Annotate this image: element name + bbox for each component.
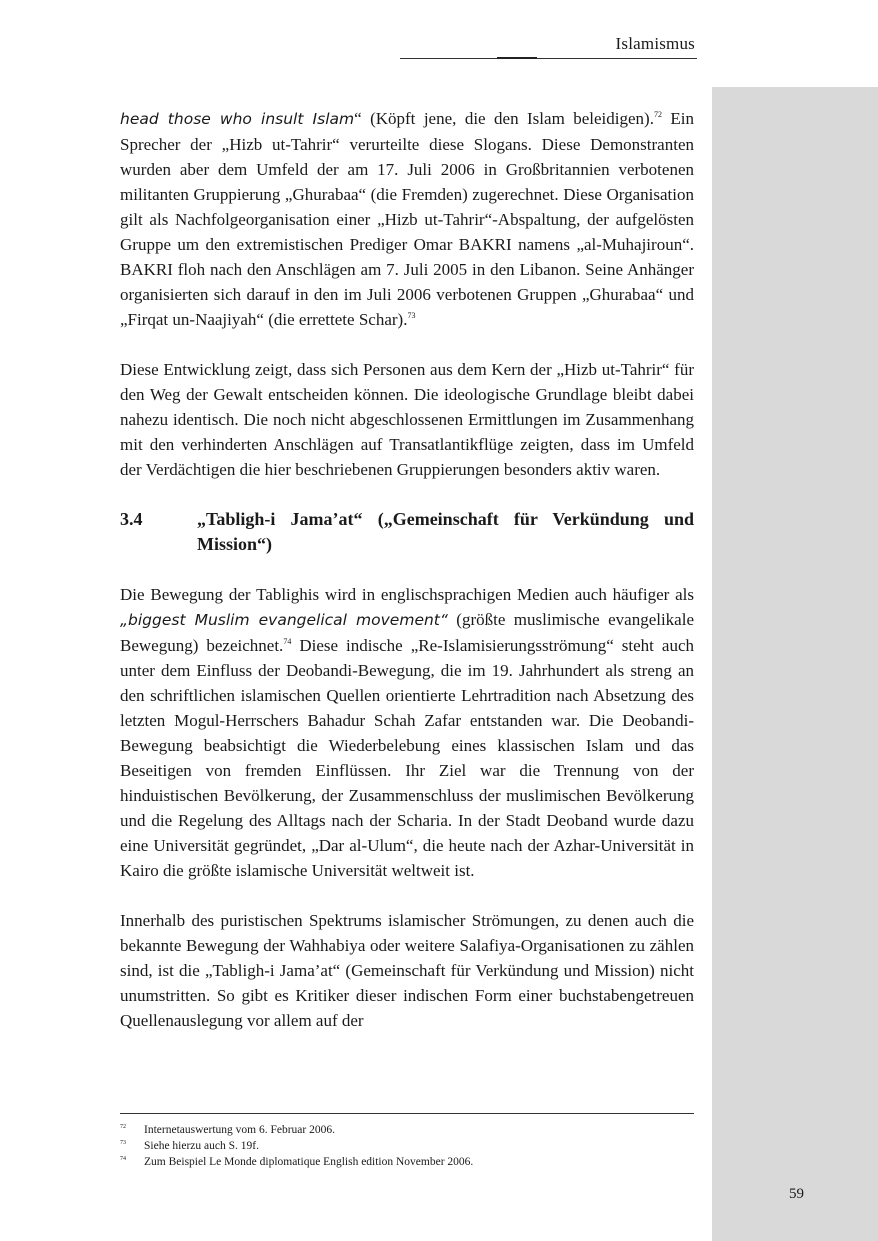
footnote-ref-73[interactable]: 73	[407, 311, 416, 320]
paragraph-1	[120, 106, 694, 332]
footnote-rule	[120, 1113, 694, 1114]
footnote-item	[120, 1138, 694, 1154]
italic-quote: head those who insult Islam	[120, 110, 355, 128]
header-rule	[400, 58, 697, 59]
header-rule-accent	[497, 57, 537, 59]
body-text	[120, 106, 694, 1058]
footnote-mark: 74	[120, 1156, 126, 1162]
section-number: 3.4	[120, 509, 143, 529]
paragraph-text: Diese indische „Re-Islamisierungsströmung“ steht auch unter dem Einfluss der Deobandi-Bewegung, die im 19. Jahrhundert als streng an den schriftlichen islamischen Quellen orientierte Lehrtradition nach Absetzung des letzten Mogul-Herrschers Bahadur Schah Zafar entstanden war. Die Deobandi-Bewegung beabsichtigt die Wiederbelebung eines klassischen Islam und das Beseitigen von fremden Einflüssen. Ihr Ziel war die Trennung von der hinduistischen Bevölkerung, der Zusammenschluss der muslimischen Bevölkerung und die Regelung des Alltags nach der Scharia. In der Stadt Deoband wurde dazu eine Universität gegründet, „Dar al-Ulum“, die heute nach der Azhar-Universität in Kairo die größte islamische Universität weltweit ist.	[120, 636, 694, 880]
footnote-mark: 72	[120, 1124, 126, 1130]
paragraph-2: Diese Entwicklung zeigt, dass sich Personen aus dem Kern der „Hizb ut-Tahrir“ für den Weg der Gewalt entscheiden können. Die ideologische Grundlage bleibt dabei nahezu identisch. Die noch nicht abgeschlossenen Ermittlungen im Zusammenhang mit den verhinderten Anschlägen auf Transatlantikflüge zeigten, dass im Umfeld der Verdächtigen die hier beschriebenen Gruppierungen besonders aktiv waren.	[120, 360, 694, 479]
footnote-ref-72[interactable]: 72	[653, 110, 662, 119]
footnote-item	[120, 1154, 694, 1170]
footnote-mark: 73	[120, 1140, 126, 1146]
paragraph-text: Die Bewegung der Tablighis wird in englischsprachigen Medien auch häufiger als	[120, 585, 694, 604]
paragraph-4: Innerhalb des puristischen Spektrums islamischer Strömungen, zu denen auch die bekannte Bewegung der Wahhabiya oder weitere Salafiya-Organisationen zu zählen sind, ist die „Tabligh-i Jama’at“ (Gemeinschaft für Verkündung und Mission) nicht unumstritten. So gibt es Kritiker dieser indischen Form einer buchstabengetreuen Quellenauslegung vor allem auf der	[120, 911, 694, 1030]
section-heading	[120, 507, 694, 557]
section-title: „Tabligh-i Jama’at“ („Gemeinschaft für Verkündung und Mission“)	[197, 509, 694, 554]
paragraph-text: Ein Sprecher der „Hizb ut-Tahrir“ verurteilte diese Slogans. Diese Demonstranten wurden aber dem Umfeld der am 17. Juli 2006 in Großbritannien verbotenen militanten Gruppierung „Ghurabaa“ (die Fremden) zugerechnet. Diese Organisation gilt als Nachfolgeorganisation einer „Hizb ut-Tahrir“-Abspaltung, der aufgelösten Gruppe um den extremistischen Prediger Omar BAKRI namens „al-Muhajiroun“. BAKRI floh nach den Anschlägen am 7. Juli 2005 in den Libanon. Seine Anhänger organisierten sich darauf in den im Juli 2006 verbotenen Gruppen „Ghurabaa“ und „Firqat un-Naajiyah“ (die errettete Schar).	[120, 109, 694, 329]
footnote-ref-74[interactable]: 74	[283, 637, 292, 646]
footnote-text: Siehe hierzu auch S. 19f.	[144, 1140, 259, 1152]
footnotes	[120, 1122, 694, 1170]
footnote-text: Internetauswertung vom 6. Februar 2006.	[144, 1124, 335, 1136]
footnote-text: Zum Beispiel Le Monde diplomatique English edition November 2006.	[144, 1156, 474, 1168]
running-head: Islamismus	[615, 34, 695, 53]
page-number: 59	[789, 1186, 804, 1202]
footnote-item	[120, 1122, 694, 1138]
paragraph-text: (größte muslimische evangelikale Bewegung) bezeichnet.	[120, 610, 694, 655]
paragraph-3	[120, 582, 694, 883]
paragraph-text: “ (Köpft jene, die den Islam beleidigen).	[354, 109, 654, 128]
grey-side-margin	[712, 87, 878, 1241]
italic-quote: „biggest Muslim evangelical movement“	[120, 611, 448, 629]
